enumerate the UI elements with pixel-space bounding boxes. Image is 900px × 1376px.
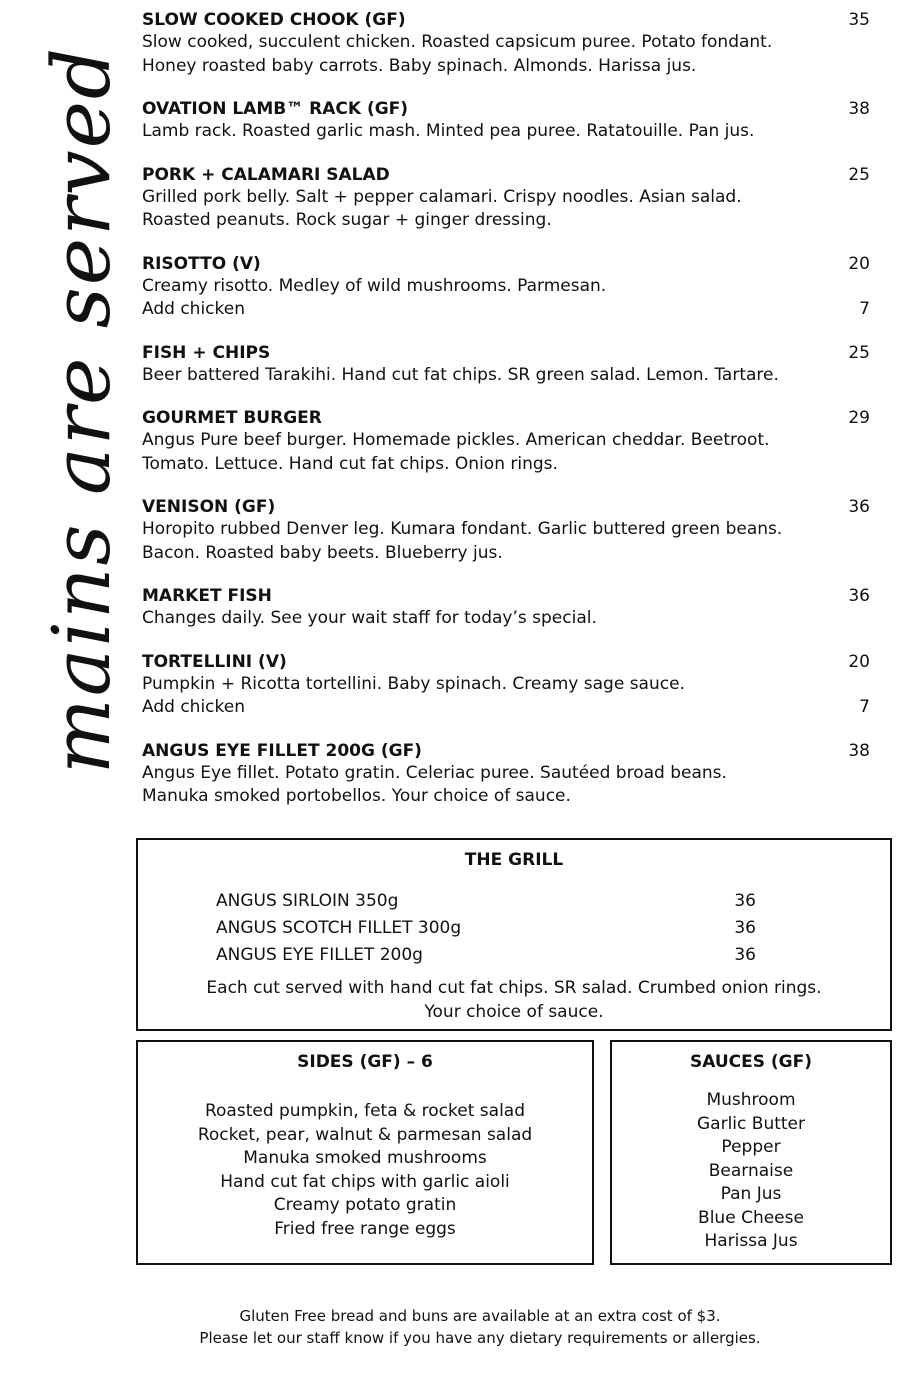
menu-item: [142, 651, 872, 720]
grill-item: [216, 942, 756, 969]
menu-item: [142, 407, 872, 476]
dish-price: 25: [848, 342, 870, 363]
grill-note: [138, 976, 890, 1024]
grill-title: THE GRILL: [464, 850, 564, 870]
side-item: Creamy potato gratin: [273, 1195, 457, 1215]
dish-name: OVATION LAMB™ RACK (GF): [142, 99, 409, 119]
dish-description-line: Changes daily. See your wait staff for today’s special.: [142, 608, 597, 628]
sauces-title: SAUCES (GF): [689, 1052, 813, 1072]
grill-item: [216, 888, 756, 915]
grill-note-line: Your choice of sauce.: [424, 1002, 604, 1022]
dish-name: MARKET FISH: [142, 586, 272, 606]
dish-name: RISOTTO (V): [142, 253, 261, 274]
side-item: Rocket, pear, walnut & parmesan salad: [197, 1124, 533, 1145]
dish-description-line: Angus Eye fillet. Potato gratin. Celeriac puree. Sautéed broad beans.: [142, 762, 727, 783]
sauce-item: Blue Cheese: [698, 1207, 804, 1228]
dish-price: 20: [848, 651, 870, 672]
menu-item: [142, 9, 872, 78]
add-on-label: Add chicken: [142, 299, 245, 319]
add-on-line: [142, 298, 872, 322]
dish-price: 38: [848, 740, 870, 761]
dish-description-line: Tomato. Lettuce. Hand cut fat chips. Onion rings.: [142, 453, 558, 474]
dish-price: 36: [848, 586, 870, 606]
menu-item: [142, 585, 872, 631]
dish-price: 38: [848, 99, 870, 119]
dish-name: FISH + CHIPS: [142, 342, 271, 363]
menu-item: [142, 740, 872, 809]
menu-item: [142, 342, 872, 388]
sauce-item: Pepper: [721, 1137, 781, 1157]
side-item: Fried free range eggs: [274, 1218, 456, 1239]
dish-name: GOURMET BURGER: [142, 408, 322, 428]
dish-description-line: Bacon. Roasted baby beets. Blueberry jus.: [142, 542, 503, 563]
dish-description-line: Beer battered Tarakihi. Hand cut fat chips. SR green salad. Lemon. Tartare.: [142, 364, 779, 385]
sauce-item: Mushroom: [706, 1090, 796, 1110]
grill-item-price: 36: [734, 918, 756, 938]
dish-description-line: Manuka smoked portobellos. Your choice of sauce.: [142, 786, 571, 806]
side-item: Hand cut fat chips with garlic aioli: [220, 1171, 510, 1192]
footer-line: Gluten Free bread and buns are available at an extra cost of $3.: [239, 1307, 721, 1325]
dish-description-line: Angus Pure beef burger. Homemade pickles. American cheddar. Beetroot.: [142, 430, 770, 450]
side-item: Roasted pumpkin, feta & rocket salad: [204, 1101, 526, 1121]
dish-description-line: Horopito rubbed Denver leg. Kumara fondant. Garlic buttered green beans.: [142, 519, 783, 539]
grill-item-name: ANGUS SCOTCH FILLET 300g: [216, 918, 462, 938]
dish-description-line: Grilled pork belly. Salt + pepper calamari. Crispy noodles. Asian salad.: [142, 186, 742, 207]
sauce-item: Garlic Butter: [697, 1113, 805, 1134]
dish-price: 29: [848, 408, 870, 428]
dish-price: 20: [848, 253, 870, 274]
sauce-item: Bearnaise: [708, 1160, 794, 1181]
dish-price: 35: [848, 10, 870, 30]
grill-note-line: Each cut served with hand cut fat chips. SR salad. Crumbed onion rings.: [206, 978, 822, 998]
grill-item: [216, 915, 756, 942]
grill-item-name: ANGUS EYE FILLET 200g: [216, 945, 423, 965]
sauce-item: Pan Jus: [720, 1184, 782, 1204]
dish-description-line: Creamy risotto. Medley of wild mushrooms. Parmesan.: [142, 275, 607, 296]
mains-menu: [142, 9, 872, 829]
sauces-box: [610, 1040, 892, 1265]
menu-item: [142, 98, 872, 144]
menu-item: [142, 253, 872, 322]
grill-item-price: 36: [734, 891, 756, 911]
dish-name: VENISON (GF): [142, 497, 276, 517]
dish-name: SLOW COOKED CHOOK (GF): [142, 10, 406, 30]
section-title-mains-are-served: mains are served: [35, 45, 128, 775]
footer-line: Please let our staff know if you have any dietary requirements or allergies.: [199, 1329, 761, 1347]
side-item: Manuka smoked mushrooms: [243, 1148, 487, 1168]
grill-item-name: ANGUS SIRLOIN 350g: [216, 891, 399, 911]
menu-item: [142, 496, 872, 565]
dish-price: 36: [848, 497, 870, 517]
add-on-line: [142, 696, 872, 720]
dish-description-line: Honey roasted baby carrots. Baby spinach. Almonds. Harissa jus.: [142, 55, 697, 76]
dish-description-line: Pumpkin + Ricotta tortellini. Baby spinach. Creamy sage sauce.: [142, 673, 685, 694]
footer-note: [0, 1305, 900, 1349]
add-on-price: 7: [859, 697, 870, 717]
grill-box: [136, 838, 892, 1031]
dish-name: PORK + CALAMARI SALAD: [142, 164, 390, 185]
sides-title: SIDES (GF) – 6: [297, 1052, 433, 1072]
sauce-item: Harissa Jus: [704, 1231, 798, 1251]
add-on-price: 7: [859, 299, 870, 319]
grill-item-price: 36: [734, 945, 756, 965]
dish-price: 25: [848, 164, 870, 185]
sides-box: [136, 1040, 594, 1265]
menu-item: [142, 164, 872, 233]
dish-description-line: Lamb rack. Roasted garlic mash. Minted pea puree. Ratatouille. Pan jus.: [142, 121, 755, 141]
dish-name: TORTELLINI (V): [142, 651, 287, 672]
dish-name: ANGUS EYE FILLET 200G (GF): [142, 740, 422, 761]
dish-description-line: Slow cooked, succulent chicken. Roasted capsicum puree. Potato fondant.: [142, 32, 773, 52]
dish-description-line: Roasted peanuts. Rock sugar + ginger dressing.: [142, 210, 552, 230]
add-on-label: Add chicken: [142, 697, 245, 717]
